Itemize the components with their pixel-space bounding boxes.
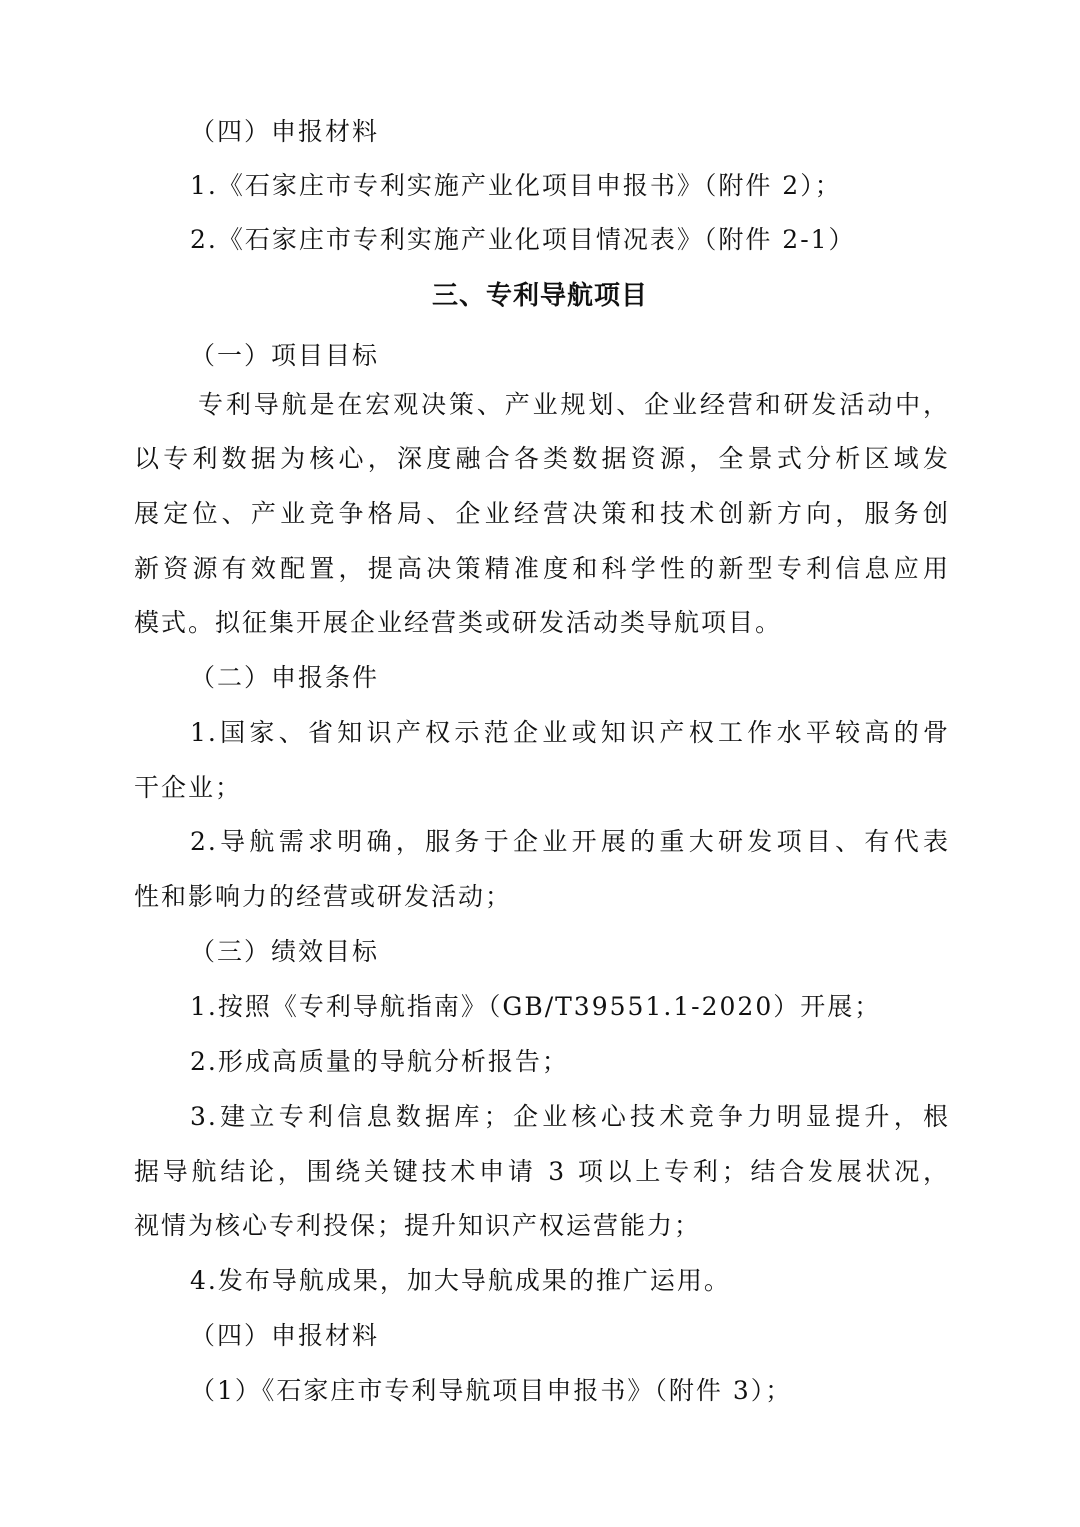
goal-paragraph-line-3: 展定位、产业竞争格局、企业经营决策和技术创新方向，服务创 (134, 499, 950, 528)
material-item-1: （1）《石家庄市专利导航项目申报书》（附件 3）； (190, 1376, 793, 1405)
condition-item-2-line-2: 性和影响力的经营或研发活动； (134, 882, 513, 911)
performance-item-1: 1.按照《专利导航指南》（GB/T39551.1-2020）开展； (190, 992, 882, 1021)
performance-item-3-line-2: 据导航结论，围绕关键技术申请 3 项以上专利；结合发展状况， (134, 1157, 950, 1186)
goal-heading: （一）项目目标 (190, 341, 380, 370)
section-title: 三、专利导航项目 (431, 281, 648, 311)
goal-paragraph-line-4: 新资源有效配置，提高决策精准度和科学性的新型专利信息应用 (134, 554, 950, 583)
prev-material-item-2: 2.《石家庄市专利实施产业化项目情况表》（附件 2-1） (190, 225, 856, 254)
performance-item-3-line-3: 视情为核心专利投保；提升知识产权运营能力； (134, 1211, 702, 1240)
prev-materials-heading: （四）申报材料 (190, 117, 380, 146)
goal-paragraph-line-2: 以专利数据为核心，深度融合各类数据资源，全景式分析区域发 (134, 444, 950, 473)
performance-item-4: 4.发布导航成果，加大导航成果的推广运用。 (190, 1266, 731, 1295)
goal-paragraph-line-1: 专利导航是在宏观决策、产业规划、企业经营和研发活动中， (198, 390, 950, 419)
prev-material-item-1: 1.《石家庄市专利实施产业化项目申报书》（附件 2）； (190, 171, 842, 200)
performance-item-3-line-1: 3.建立专利信息数据库；企业核心技术竞争力明显提升，根 (190, 1102, 950, 1131)
goal-paragraph-line-5: 模式。拟征集开展企业经营类或研发活动类导航项目。 (134, 608, 783, 637)
performance-item-2: 2.形成高质量的导航分析报告； (190, 1047, 569, 1076)
conditions-heading: （二）申报条件 (190, 663, 380, 692)
materials-heading: （四）申报材料 (190, 1321, 380, 1350)
condition-item-1-line-1: 1.国家、省知识产权示范企业或知识产权工作水平较高的骨 (190, 718, 950, 747)
performance-heading: （三）绩效目标 (190, 937, 380, 966)
condition-item-2-line-1: 2.导航需求明确，服务于企业开展的重大研发项目、有代表 (190, 827, 950, 856)
condition-item-1-line-2: 干企业； (134, 773, 243, 802)
